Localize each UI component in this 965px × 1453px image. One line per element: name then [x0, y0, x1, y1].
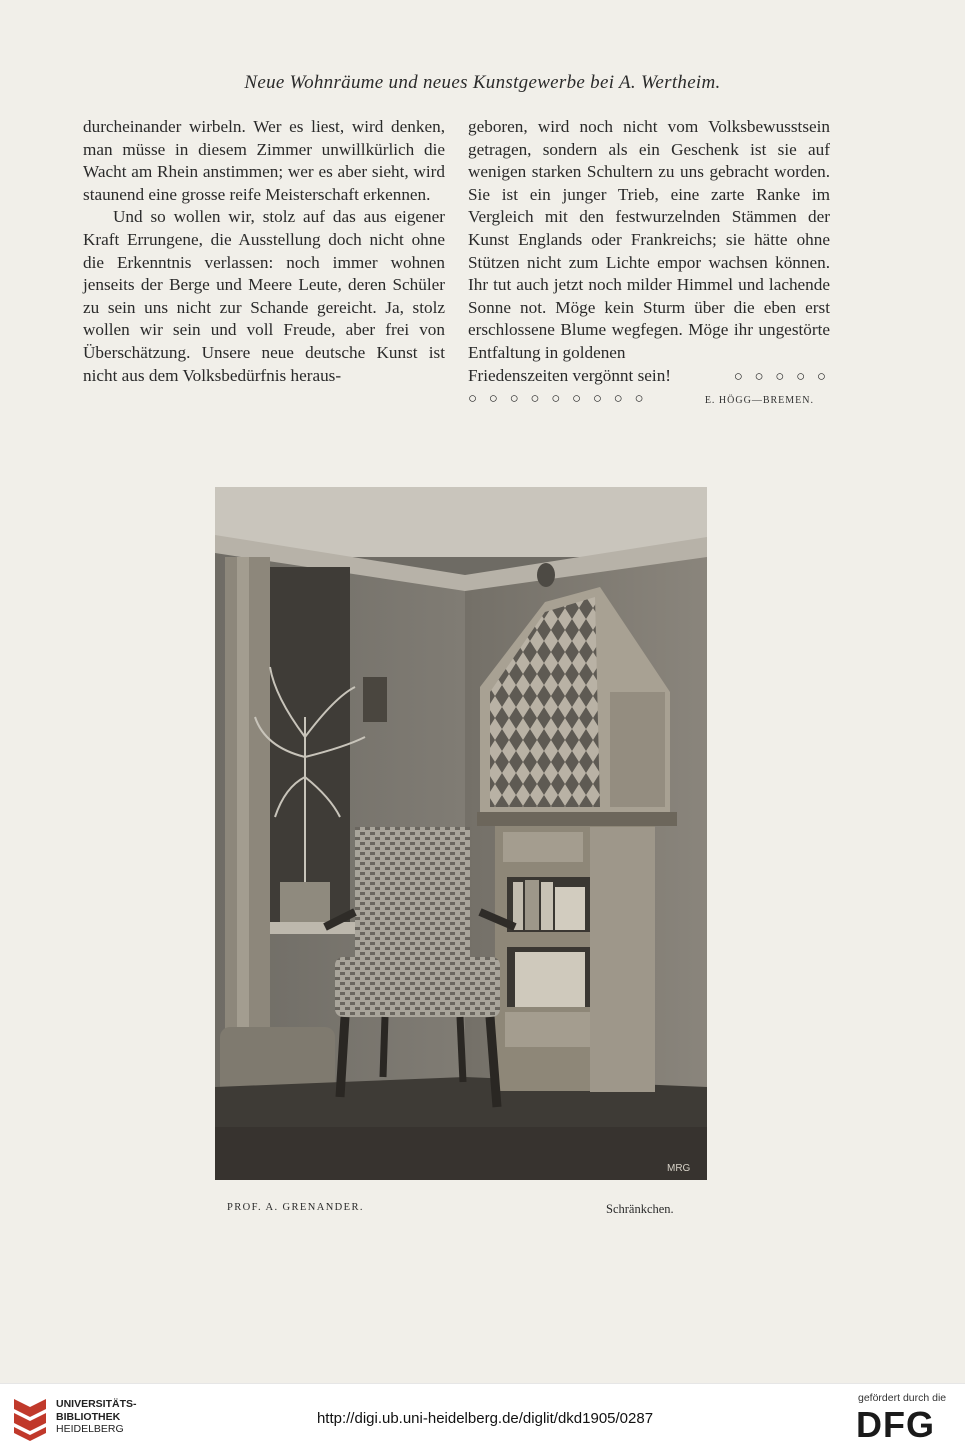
running-header: Neue Wohnräume und neues Kunstgewerbe bei A. Wertheim.	[244, 72, 721, 93]
paragraph: durcheinander wirbeln. Wer es liest, wird denken, man müsse in diesem Zimmer unwillkürlich die Wacht am Rhein anstimmen; wer es aber sieht, wird staunend eine grosse reife Meisterschaft erkennen.	[83, 117, 445, 204]
interior-photograph	[215, 487, 707, 1180]
funding-label: gefördert durch die	[858, 1392, 947, 1404]
library-footer	[0, 1383, 965, 1453]
ornament-rings: ○ ○ ○ ○ ○	[733, 368, 830, 385]
caption-title: Schränkchen.	[606, 1202, 674, 1216]
dfg-logo: DFG	[856, 1404, 935, 1445]
signature-line	[468, 388, 830, 413]
university-library-logo-icon	[10, 1395, 50, 1441]
ornament-rings: ○ ○ ○ ○ ○ ○ ○ ○ ○	[468, 391, 648, 408]
caption-designer: PROF. A. GRENANDER.	[227, 1202, 364, 1213]
logo-line: BIBLIOTHEK	[56, 1410, 121, 1423]
closing-line	[468, 365, 830, 389]
source-url-link[interactable]: http://digi.ub.uni-heidelberg.de/diglit/dkd1905/0287	[316, 1410, 654, 1427]
logo-line: UNIVERSITÄTS-	[56, 1398, 137, 1410]
author-signature: E. HÖGG—BREMEN.	[704, 395, 814, 407]
left-text-column	[83, 116, 445, 387]
logo-line: HEIDELBERG	[56, 1423, 124, 1435]
closing-text: Friedenszeiten vergönnt sein!	[468, 365, 672, 385]
university-library-name	[56, 1398, 137, 1436]
right-text-column	[468, 116, 830, 413]
photographer-monogram: MRG	[667, 1163, 691, 1174]
paragraph: Und so wollen wir, stolz auf das aus eigener Kraft Errungene, die Ausstellung doch nicht ohne die Erkenntnis verlassen: noch immer wohnen jenseits der Berge und Meere Leute, deren Schüler zu sein uns nicht zur Schande gereicht. Ja, stolz wollen wir sein und voll Freude, aber frei von Überschätzung. Unsere neue deutsche Kunst ist nicht aus dem Volksbedürfnis heraus-	[83, 207, 445, 385]
paragraph: geboren, wird noch nicht vom Volksbewusstsein getragen, sondern als ein Geschenk ist sie auf wenigen starken Schultern zu uns gebracht worden. Sie ist ein junger Trieb, eine zarte Ranke im Vergleich mit den festwurzelnden Stämmen der Kunst Englands oder Frankreichs; sie hätte ohne Stützen nicht zum Lichte empor wachsen können. Ihr tut auch jetzt noch milder Himmel und lachende Sonne not. Möge kein Sturm über die eben erst erschlossene Blume wegfegen. Möge ihr ungestörte Entfaltung in goldenen	[468, 117, 830, 362]
